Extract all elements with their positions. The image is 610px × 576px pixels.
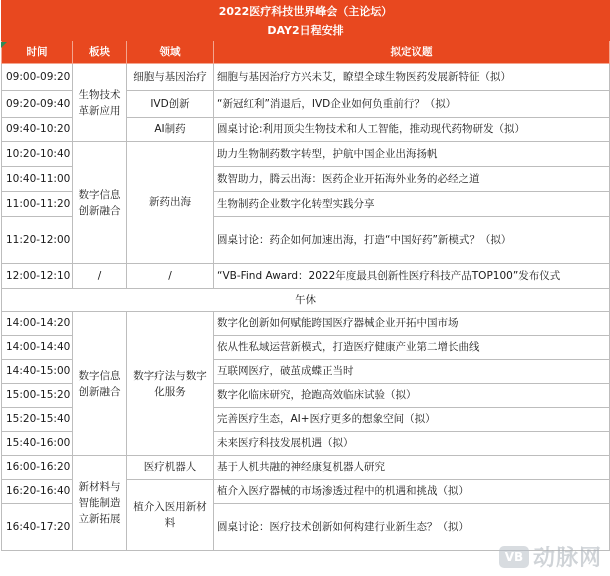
table-row xyxy=(2,142,610,167)
section-cell: 数字信息创新融合 xyxy=(73,142,127,264)
subtitle-row xyxy=(2,21,610,41)
topic-cell: “新冠红利”消退后，IVD企业如何负重前行？（拟） xyxy=(214,91,610,118)
topic-cell: 完善医疗生态，AI+医疗更多的想象空间（拟） xyxy=(214,408,610,432)
field-cell: 植介入医用新材料 xyxy=(127,480,214,551)
time-cell: 16:00-16:20 xyxy=(2,456,73,480)
topic-cell: 植介入医疗器械的市场渗透过程中的机遇和挑战（拟） xyxy=(214,480,610,504)
time-cell: 14:00-14:40 xyxy=(2,336,73,360)
column-header-field: 领域 xyxy=(127,41,214,64)
time-cell: 16:20-16:40 xyxy=(2,480,73,504)
time-cell: 14:40-15:00 xyxy=(2,360,73,384)
time-cell: 15:20-15:40 xyxy=(2,408,73,432)
time-cell: 15:00-15:20 xyxy=(2,384,73,408)
column-header-row xyxy=(2,41,610,64)
time-cell: 14:00-14:20 xyxy=(2,312,73,336)
schedule-title: 2022医疗科技世界峰会（主论坛） xyxy=(2,1,610,22)
topic-cell: 数智助力，腾云出海：医药企业开拓海外业务的必经之道 xyxy=(214,167,610,192)
time-cell: 09:00-09:20 xyxy=(2,64,73,91)
watermark xyxy=(499,541,602,572)
topic-cell: 圆桌讨论：医疗技术创新如何构建行业新生态？（拟） xyxy=(214,504,610,551)
table-row xyxy=(2,264,610,289)
topic-cell: 依从性私域运营新模式，打造医疗健康产业第二增长曲线 xyxy=(214,336,610,360)
cell-corner-marker xyxy=(1,42,7,48)
time-cell: 16:40-17:20 xyxy=(2,504,73,551)
field-cell: 新药出海 xyxy=(127,142,214,264)
time-cell: 10:20-10:40 xyxy=(2,142,73,167)
title-row xyxy=(2,1,610,22)
table-row xyxy=(2,64,610,91)
time-cell: 09:20-09:40 xyxy=(2,91,73,118)
lunch-row xyxy=(2,289,610,312)
time-cell: 11:00-11:20 xyxy=(2,192,73,217)
topic-cell: 数字化临床研究，抢跑高效临床试验（拟） xyxy=(214,384,610,408)
field-cell: / xyxy=(127,264,214,289)
field-cell: 数字疗法与数字化服务 xyxy=(127,312,214,456)
field-cell: 医疗机器人 xyxy=(127,456,214,480)
table-row xyxy=(2,456,610,480)
field-cell: 细胞与基因治疗 xyxy=(127,64,214,91)
column-header-section: 板块 xyxy=(73,41,127,64)
topic-cell: 生物制药企业数字化转型实践分享 xyxy=(214,192,610,217)
section-cell: 生物技术革新应用 xyxy=(73,64,127,142)
time-cell: 12:00-12:10 xyxy=(2,264,73,289)
section-cell: 数字信息创新融合 xyxy=(73,312,127,456)
topic-cell: 助力生物制药数字转型，护航中国企业出海扬帆 xyxy=(214,142,610,167)
field-cell: IVD创新 xyxy=(127,91,214,118)
time-cell: 15:40-16:00 xyxy=(2,432,73,456)
schedule-subtitle: DAY2日程安排 xyxy=(2,21,610,41)
topic-cell: 圆桌讨论：药企如何加速出海，打造“中国好药”新模式？（拟） xyxy=(214,217,610,264)
column-header-topic: 拟定议题 xyxy=(214,41,610,64)
topic-cell: 数字化创新如何赋能跨国医疗器械企业开拓中国市场 xyxy=(214,312,610,336)
watermark-logo: VB xyxy=(499,546,529,568)
watermark-text: 动脉网 xyxy=(532,546,602,571)
table-row xyxy=(2,312,610,336)
field-cell: AI制药 xyxy=(127,118,214,142)
section-cell: 新材料与智能制造立新拓展 xyxy=(73,456,127,551)
topic-cell: 互联网医疗，破茧成蝶正当时 xyxy=(214,360,610,384)
topic-cell: 细胞与基因治疗方兴未艾，瞭望全球生物医药发展新特征（拟） xyxy=(214,64,610,91)
topic-cell: 圆桌讨论:利用顶尖生物技术和人工智能，推动现代药物研发（拟） xyxy=(214,118,610,142)
time-cell: 11:20-12:00 xyxy=(2,217,73,264)
time-cell: 09:40-10:20 xyxy=(2,118,73,142)
topic-cell: “VB-Find Award：2022年度最具创新性医疗科技产品TOP100”发布仪式 xyxy=(214,264,610,289)
lunch-cell: 午休 xyxy=(2,289,610,312)
time-cell: 10:40-11:00 xyxy=(2,167,73,192)
section-cell: / xyxy=(73,264,127,289)
topic-cell: 基于人机共融的神经康复机器人研究 xyxy=(214,456,610,480)
schedule-table xyxy=(1,0,610,551)
column-header-time: 时间 xyxy=(2,41,73,64)
topic-cell: 未来医疗科技发展机遇（拟） xyxy=(214,432,610,456)
